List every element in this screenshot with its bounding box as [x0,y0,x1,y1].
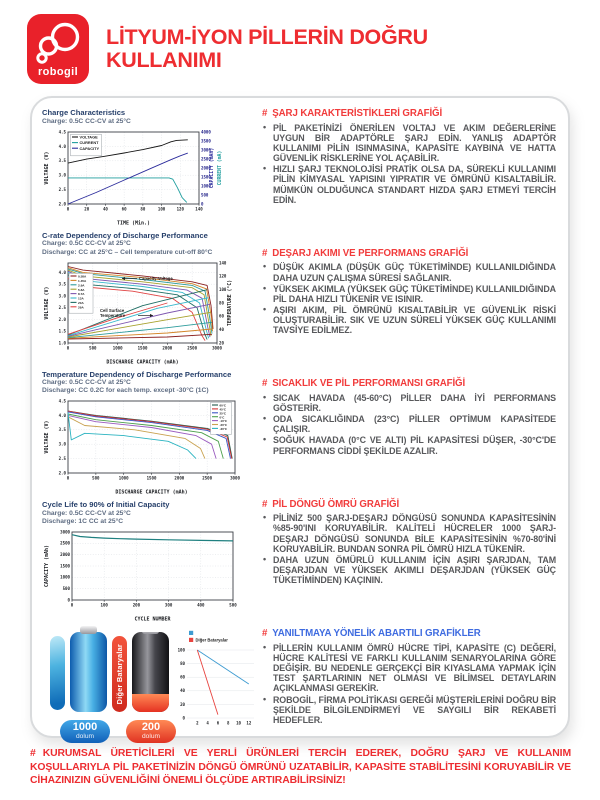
charts-column [42,108,255,740]
svg-text:29A: 29A [78,304,84,309]
svg-text:2500: 2500 [202,475,213,481]
other-batteries-tag: Diğer Bataryalar [112,636,127,712]
svg-text:-20°C: -20°C [219,423,227,428]
bullet-item: • HIZLI ŞARJ TEKNOLOJİSİ PRATİK OLSA DA, SÜREKLİ KULLANIMI PİLİN KİMYASAL YAPISINI YIPRATIR VE ÖMRÜNÜ KISALTABİLİR. MÜMKÜN OLDUĞUNCA STANDART HIZDA ŞARJ ETMEYİ TERCİH EDİN. [262,164,556,205]
svg-text:20A: 20A [78,300,84,305]
footer-note: # KURUMSAL ÜRETİCİLERİ VE YERLİ ÜRÜNLERİ TERCİH EDEREK, DOĞRU ŞARJ VE KULLANIM KOŞULLARIYLA PİL PAKETİNİZİN DÖNGÜ ÖMRÜNÜ UZATABİLİR, KAPASİTE STABİLİTESİNİ KORUYABİLİR VE CİHAZINIZIN GÜVENLİĞİNİ ÖNEMLİ ÖLÇÜDE ARTIRABİLİRSİNİZ! [30,748,571,787]
dark-battery-icon [132,632,169,712]
slim-blue-battery-icon [50,636,65,710]
svg-text:3500: 3500 [201,138,211,144]
svg-text:0: 0 [201,201,204,207]
bullet-item: • PİLLERİN KULLANIM ÖMRÜ HÜCRE TİPİ, KAPASİTE (C) DEĞERİ, HÜCRE KALİTESİ VE FARKLI KULLANIM SENARYOLARINA GÖRE DEĞİŞİR. BU NEDENLE GERÇEKÇİ BİR KIYASLAMA YAPMAK İÇİN TEST ŞARTLARININ NET OLMASI VE BİLİMSEL DETAYLARIN AÇIKLANMASI GEREKİR. [262,643,556,694]
svg-text:60: 60 [121,206,127,212]
svg-text:500: 500 [89,344,97,350]
svg-text:4.5: 4.5 [58,398,66,404]
logo-circles-icon [32,21,84,65]
chart-subtitle: Charge: 0.5C CC-CV at 25°C [42,240,131,248]
chart-subtitle: Discharge: 1C CC at 25°C [42,518,124,526]
svg-text:TIME (Min.): TIME (Min.) [116,220,151,227]
svg-text:1500: 1500 [60,563,70,569]
svg-text:20: 20 [84,206,90,212]
svg-text:1000: 1000 [118,475,129,481]
svg-text:300: 300 [164,602,173,608]
c-rate-chart-plot [42,258,255,371]
svg-text:100: 100 [177,647,185,653]
svg-text:3000: 3000 [60,529,70,535]
robogil-logo [27,14,89,84]
svg-text:2.5: 2.5 [58,304,66,310]
svg-text:40: 40 [180,688,185,694]
svg-text:1.0: 1.0 [58,339,66,345]
svg-text:2000: 2000 [60,552,70,558]
page-title: LİTYUM-İYON PİLLERİN DOĞRU KULLANIMI [106,25,428,72]
svg-text:2500: 2500 [201,156,211,162]
bullet-item: • PİLİNİZ 500 ŞARJ-DEŞARJ DÖNGÜSÜ SONUNDA KAPASİTESİNİN %85-90'INI KORUYABİLİR. KALİTELİ HÜCRELER 1000 ŞARJ-DEŞARJ DÖNGÜSÜ SONUNDA BİLE KAPASİTESİNİN %70-80'İNİ KORUYABİLİR. BUNDAN SONRA PİL ÖMRÜ HIZLA TÜKENİR. [262,513,556,554]
svg-text:2: 2 [196,720,199,726]
battery-comparison-figure [46,630,255,740]
section-desarj-akimi [262,249,556,337]
svg-text:0: 0 [66,475,70,481]
chart-subtitle: Discharge: CC at 25°C – Cell temperature cut-off 80°C [42,248,213,256]
svg-text:-30°C: -30°C [219,427,227,432]
chart-subtitle: Charge: 0.5C CC-CV at 25°C [42,510,131,518]
svg-text:1500: 1500 [137,344,148,350]
chart-charge-characteristics [42,109,255,232]
svg-text:8.7A: 8.7A [78,291,85,296]
bullet-item: • YÜKSEK AKIMLA (YÜKSEK GÜÇ TÜKETİMİNDE) KULLANILDIĞINDA PİL DAHA HIZLI TÜKENİR VE ISINIR. [262,284,556,304]
svg-text:CURRENT (mA): CURRENT (mA) [218,150,223,186]
svg-text:VOLTAGE (V): VOLTAGE (V) [44,420,50,454]
svg-text:3000: 3000 [201,147,211,153]
section-sarj-karakteristikleri [262,109,556,206]
section-heading: # SICAKLIK VE PİL PERFORMANSI GRAFİĞİ [262,378,466,390]
svg-text:5.8A: 5.8A [78,287,85,292]
chart-cycle-life [42,501,255,628]
bullet-item: • SOĞUK HAVADA (0°C VE ALTI) PİL KAPASİTESİ DÜŞER, -30°C'DE PERFORMANS CİDDİ ŞEKİLDE AZALIR. [262,435,556,455]
svg-text:2.5: 2.5 [58,456,66,462]
chart-c-rate-discharge [42,232,255,371]
svg-text:0: 0 [66,344,70,350]
svg-text:CAPACITY: CAPACITY [79,145,100,151]
svg-text:60: 60 [219,313,224,319]
svg-text:3.5: 3.5 [58,427,66,433]
section-heading: # YANILTMAYA YÖNELİK ABARTILI GRAFİKLER [262,628,481,640]
svg-text:13A: 13A [78,296,84,301]
chart-subtitle: Charge: 0.5C CC-CV at 25°C [42,379,131,387]
svg-text:1500: 1500 [146,475,157,481]
battery-cap [80,626,98,634]
section-yaniltici-grafikler [262,629,556,726]
svg-text:1.45A: 1.45A [78,278,87,283]
svg-text:VOLTAGE (V): VOLTAGE (V) [44,151,50,185]
svg-text:2.0: 2.0 [58,316,66,322]
blue-battery-icon [70,632,107,712]
logo-wordmark: robogil [37,65,79,78]
badge-1000-dolum: 1000 dolum [60,720,110,743]
svg-text:1000: 1000 [201,183,211,189]
svg-text:0: 0 [182,715,185,721]
section-dongu-omru [262,500,556,587]
svg-text:2000: 2000 [201,165,211,171]
svg-text:100: 100 [100,602,108,608]
svg-text:200: 200 [132,602,141,608]
cycle-life-chart-plot [42,527,255,628]
svg-text:3000: 3000 [230,475,240,481]
svg-text:CURRENT: CURRENT [79,139,99,145]
svg-text:2.5: 2.5 [58,186,66,192]
section-heading: # DEŞARJ AKIMI VE PERFORMANS GRAFİĞİ [262,247,469,259]
svg-text:25°C: 25°C [219,411,226,416]
svg-text:100: 100 [219,286,227,292]
svg-text:45°C: 45°C [219,407,226,412]
svg-text:10: 10 [236,720,242,726]
svg-text:0: 0 [70,602,74,608]
svg-text:Diğer Bataryalar: Diğer Bataryalar [195,637,228,643]
svg-text:120: 120 [219,273,227,279]
mini-degradation-chart [174,630,258,737]
svg-text:500: 500 [92,475,100,481]
bullet-item: • SICAK HAVADA (45-60°C) PİLLER DAHA İYİ PERFORMANS GÖSTERİR. [262,393,556,413]
svg-text:80: 80 [140,206,146,212]
svg-text:0: 0 [67,597,70,603]
temperature-chart-plot [42,396,255,501]
svg-text:20: 20 [180,701,185,707]
svg-text:80: 80 [219,299,224,305]
charge-chart-plot [42,127,255,232]
svg-text:-10°C: -10°C [219,419,227,424]
svg-text:2.0: 2.0 [58,201,66,207]
chart-title: Charge Characteristics [42,108,126,117]
svg-text:4: 4 [206,720,209,726]
svg-text:2500: 2500 [60,540,70,546]
bullet-item: • PİL PAKETİNİZİ ÖNERİLEN VOLTAJ VE AKIM DEĞERLERİNE UYGUN BİR ADAPTÖRLE ŞARJ EDİN. YANLIŞ ADAPTÖR KULLANIMI PİLİN ISINMASINA, KAPASİTE KAYBINA VE HATTA GÜVENLİK RİSKLERİNE YOL AÇABİLİR. [262,123,556,164]
svg-text:40: 40 [102,206,108,212]
svg-text:2500: 2500 [187,344,198,350]
svg-text:60: 60 [180,674,185,680]
bullet-item: • ROBOGİL, FİRMA POLİTİKASI GEREĞİ MÜŞTERİLERİNİ DOĞRU BİR ŞEKİLDE BİLGİLENDİRMEYİ VE SAYGILI BİR REKABETİ HEDEFLER. [262,695,556,725]
svg-text:VOLTAGE (V): VOLTAGE (V) [44,285,50,320]
bullet-item: • DÜŞÜK AKIMLA (DÜŞÜK GÜÇ TÜKETİMİNDE) KULLANILDIĞINDA DAHA UZUN ÇALIŞMA SÜRESİ SAĞLANIR. [262,262,556,282]
svg-text:100: 100 [157,206,166,212]
svg-text:0.58A: 0.58A [78,274,87,279]
svg-text:3.0: 3.0 [58,441,66,447]
svg-text:DISCHARGE CAPACITY (mAh): DISCHARGE CAPACITY (mAh) [106,359,179,366]
svg-text:12: 12 [246,720,252,726]
chart-title: C-rate Dependency of Discharge Performance [42,230,208,240]
svg-text:1500: 1500 [201,174,211,180]
svg-text:4.5: 4.5 [58,129,66,135]
svg-text:4000: 4000 [201,129,211,135]
svg-text:6: 6 [216,720,220,726]
svg-text:3.0: 3.0 [58,172,66,178]
bullet-item: • AŞIRI AKIM, PİL ÖMRÜNÜ KISALTABİLİR VE GÜVENLİK RİSKİ OLUŞTURABİLİR. SIK VE UZUN SÜRELİ YÜKSEK GÜÇ KULLANIMI TAVSİYE EDİLMEZ. [262,305,556,335]
svg-text:8: 8 [226,720,230,726]
svg-text:Capacity-Voltage: Capacity-Voltage [139,275,173,281]
svg-text:140: 140 [219,259,227,265]
svg-text:TEMPERATURE (°C): TEMPERATURE (°C) [228,279,233,326]
svg-text:500: 500 [62,586,70,592]
svg-text:80: 80 [180,661,185,667]
svg-text:500: 500 [201,192,209,198]
svg-text:VOLTAGE: VOLTAGE [79,134,98,140]
svg-text:500: 500 [229,602,237,608]
svg-text:20: 20 [219,339,224,345]
text-column [255,109,560,728]
svg-text:140: 140 [195,206,203,212]
svg-text:1.5: 1.5 [58,328,66,334]
svg-text:60°C: 60°C [219,403,226,408]
svg-text:1000: 1000 [60,574,70,580]
battery-cap [142,632,160,634]
svg-text:120: 120 [176,206,184,212]
svg-text:CAPACITY (mAh): CAPACITY (mAh) [210,147,215,188]
svg-text:4.0: 4.0 [58,269,66,275]
svg-text:1000: 1000 [112,344,123,350]
content-card [30,96,570,738]
chart-temperature-discharge [42,371,255,502]
svg-text:40: 40 [219,326,224,332]
svg-text:3000: 3000 [212,344,222,350]
svg-text:4.0: 4.0 [58,143,66,149]
section-heading: # PİL DÖNGÜ ÖMRÜ GRAFİĞİ [262,498,400,510]
svg-text:2.0: 2.0 [58,470,66,476]
header [27,14,446,84]
svg-text:CAPACITY (mAh): CAPACITY (mAh) [44,545,50,588]
svg-text:Cell Surface: Cell Surface [100,307,125,313]
bullet-item: • ODA SICAKLIĞINDA (23°C) PİLLER OPTİMUM KAPASİTEDE ÇALIŞIR. [262,414,556,434]
svg-text:0: 0 [66,206,70,212]
svg-text:400: 400 [197,602,205,608]
svg-text:DISCHARGE CAPACITY (mAh): DISCHARGE CAPACITY (mAh) [115,489,188,496]
svg-text:4.0: 4.0 [58,413,66,419]
svg-text:Temperature: Temperature [100,312,126,318]
svg-text:CYCLE NUMBER: CYCLE NUMBER [134,616,171,623]
low-charge-band [132,694,169,712]
chart-subtitle: Discharge: CC 0.2C for each temp. except -30°C (1C) [42,387,209,395]
chart-title: Cycle Life to 90% of Initial Capacity [42,500,170,510]
svg-text:3.5: 3.5 [58,157,66,163]
chart-title: Temperature Dependency of Discharge Performance [42,369,232,379]
svg-text:2.9A: 2.9A [78,282,85,287]
svg-text:2000: 2000 [162,344,173,350]
badge-200-dolum: 200 dolum [126,720,176,743]
section-heading: # ŞARJ KARAKTERİSTİKLERİ GRAFİĞİ [262,108,443,119]
svg-text:3.5: 3.5 [58,281,66,287]
svg-text:3.0: 3.0 [58,292,66,298]
section-sicaklik-performans [262,379,556,457]
bullet-item: • DAHA UZUN ÖMÜRLÜ KULLANIM İÇİN AŞIRI ŞARJDAN, TAM DEŞARJDAN VE YÜKSEK AKIMLI DEŞARJDAN (YÜKSEK GÜÇ TÜKETİMİNDEN) KAÇININ. [262,555,556,585]
chart-subtitle: Charge: 0.5C CC-CV at 25°C [42,117,131,125]
svg-text:0°C: 0°C [219,415,225,420]
svg-text:2000: 2000 [174,475,185,481]
